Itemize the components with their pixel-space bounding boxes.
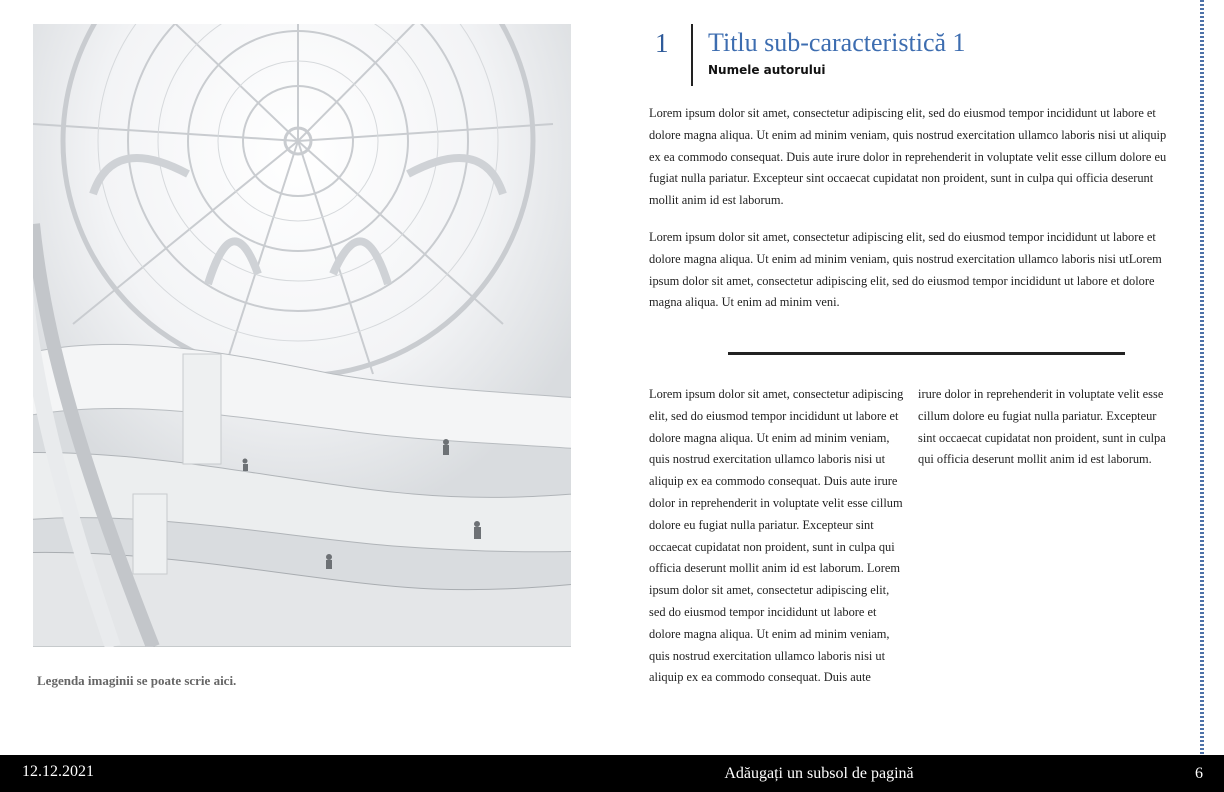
author-name: Numele autorului	[708, 63, 826, 77]
page-footer	[0, 755, 1224, 792]
section-divider	[728, 352, 1125, 355]
text-column-2: irure dolor in reprehenderit in voluptate velit esse cillum dolore eu fugiat nulla pariatur. Excepteur sint occaecat cupidatat non proident, sunt in culpa qui officia deserunt mollit anim id est laborum.	[918, 387, 1166, 467]
architecture-photo	[33, 24, 571, 647]
body-paragraph-1: Lorem ipsum dolor sit amet, consectetur adipiscing elit, sed do eiusmod tempor incididunt ut labore et dolore magna aliqua. Ut enim ad minim veniam, quis nostrud exercitation ullamco laboris nisi ut aliquip ex ea commodo consequat. Duis aute irure dolor in reprehenderit in voluptate velit esse cillum dolore eu fugiat nulla pariatur. Excepteur sint occaecat cupidatat non proident, sunt in culpa qui officia deserunt mollit anim id est laborum.	[649, 106, 1167, 208]
footer-date: 12.12.2021	[22, 763, 94, 780]
feature-number: 1	[655, 28, 669, 58]
page-edge-border	[1200, 0, 1204, 755]
body-paragraph-2: Lorem ipsum dolor sit amet, consectetur adipiscing elit, sed do eiusmod tempor incididunt ut labore et dolore magna aliqua. Ut enim ad minim veniam, quis nostrud exercitation ullamco laboris nisi utLorem ipsum dolor sit amet, consectetur adipiscing elit, sed do eiusmod tempor incididunt ut labore et dolore magna aliqua. Ut enim ad minim veni.	[649, 230, 1162, 310]
footer-text: Adăugați un subsol de pagină	[724, 765, 914, 782]
text-column-1: Lorem ipsum dolor sit amet, consectetur adipiscing elit, sed do eiusmod tempor incididunt ut labore et dolore magna aliqua. Ut enim ad minim veniam, quis nostrud exercitation ullamco laboris nisi ut aliquip ex ea commodo consequat. Duis aute irure dolor in reprehenderit in voluptate velit esse cillum dolore eu fugiat nulla pariatur. Excepteur sint occaecat cupidatat non proident, sunt in culpa qui officia deserunt mollit anim id est laborum. Lorem ipsum dolor sit amet, consectetur adipiscing elit, sed do eiusmod tempor incididunt ut labore et dolore magna aliqua. Ut enim ad minim veniam, quis nostrud exercitation ullamco laboris nisi ut aliquip ex ea commodo consequat. Duis aute	[649, 387, 904, 685]
page-number: 6	[1195, 765, 1203, 782]
feature-title: Titlu sub-caracteristică 1	[708, 28, 966, 57]
image-caption: Legenda imaginii se poate scrie aici.	[37, 673, 237, 688]
heading-divider	[691, 24, 693, 86]
